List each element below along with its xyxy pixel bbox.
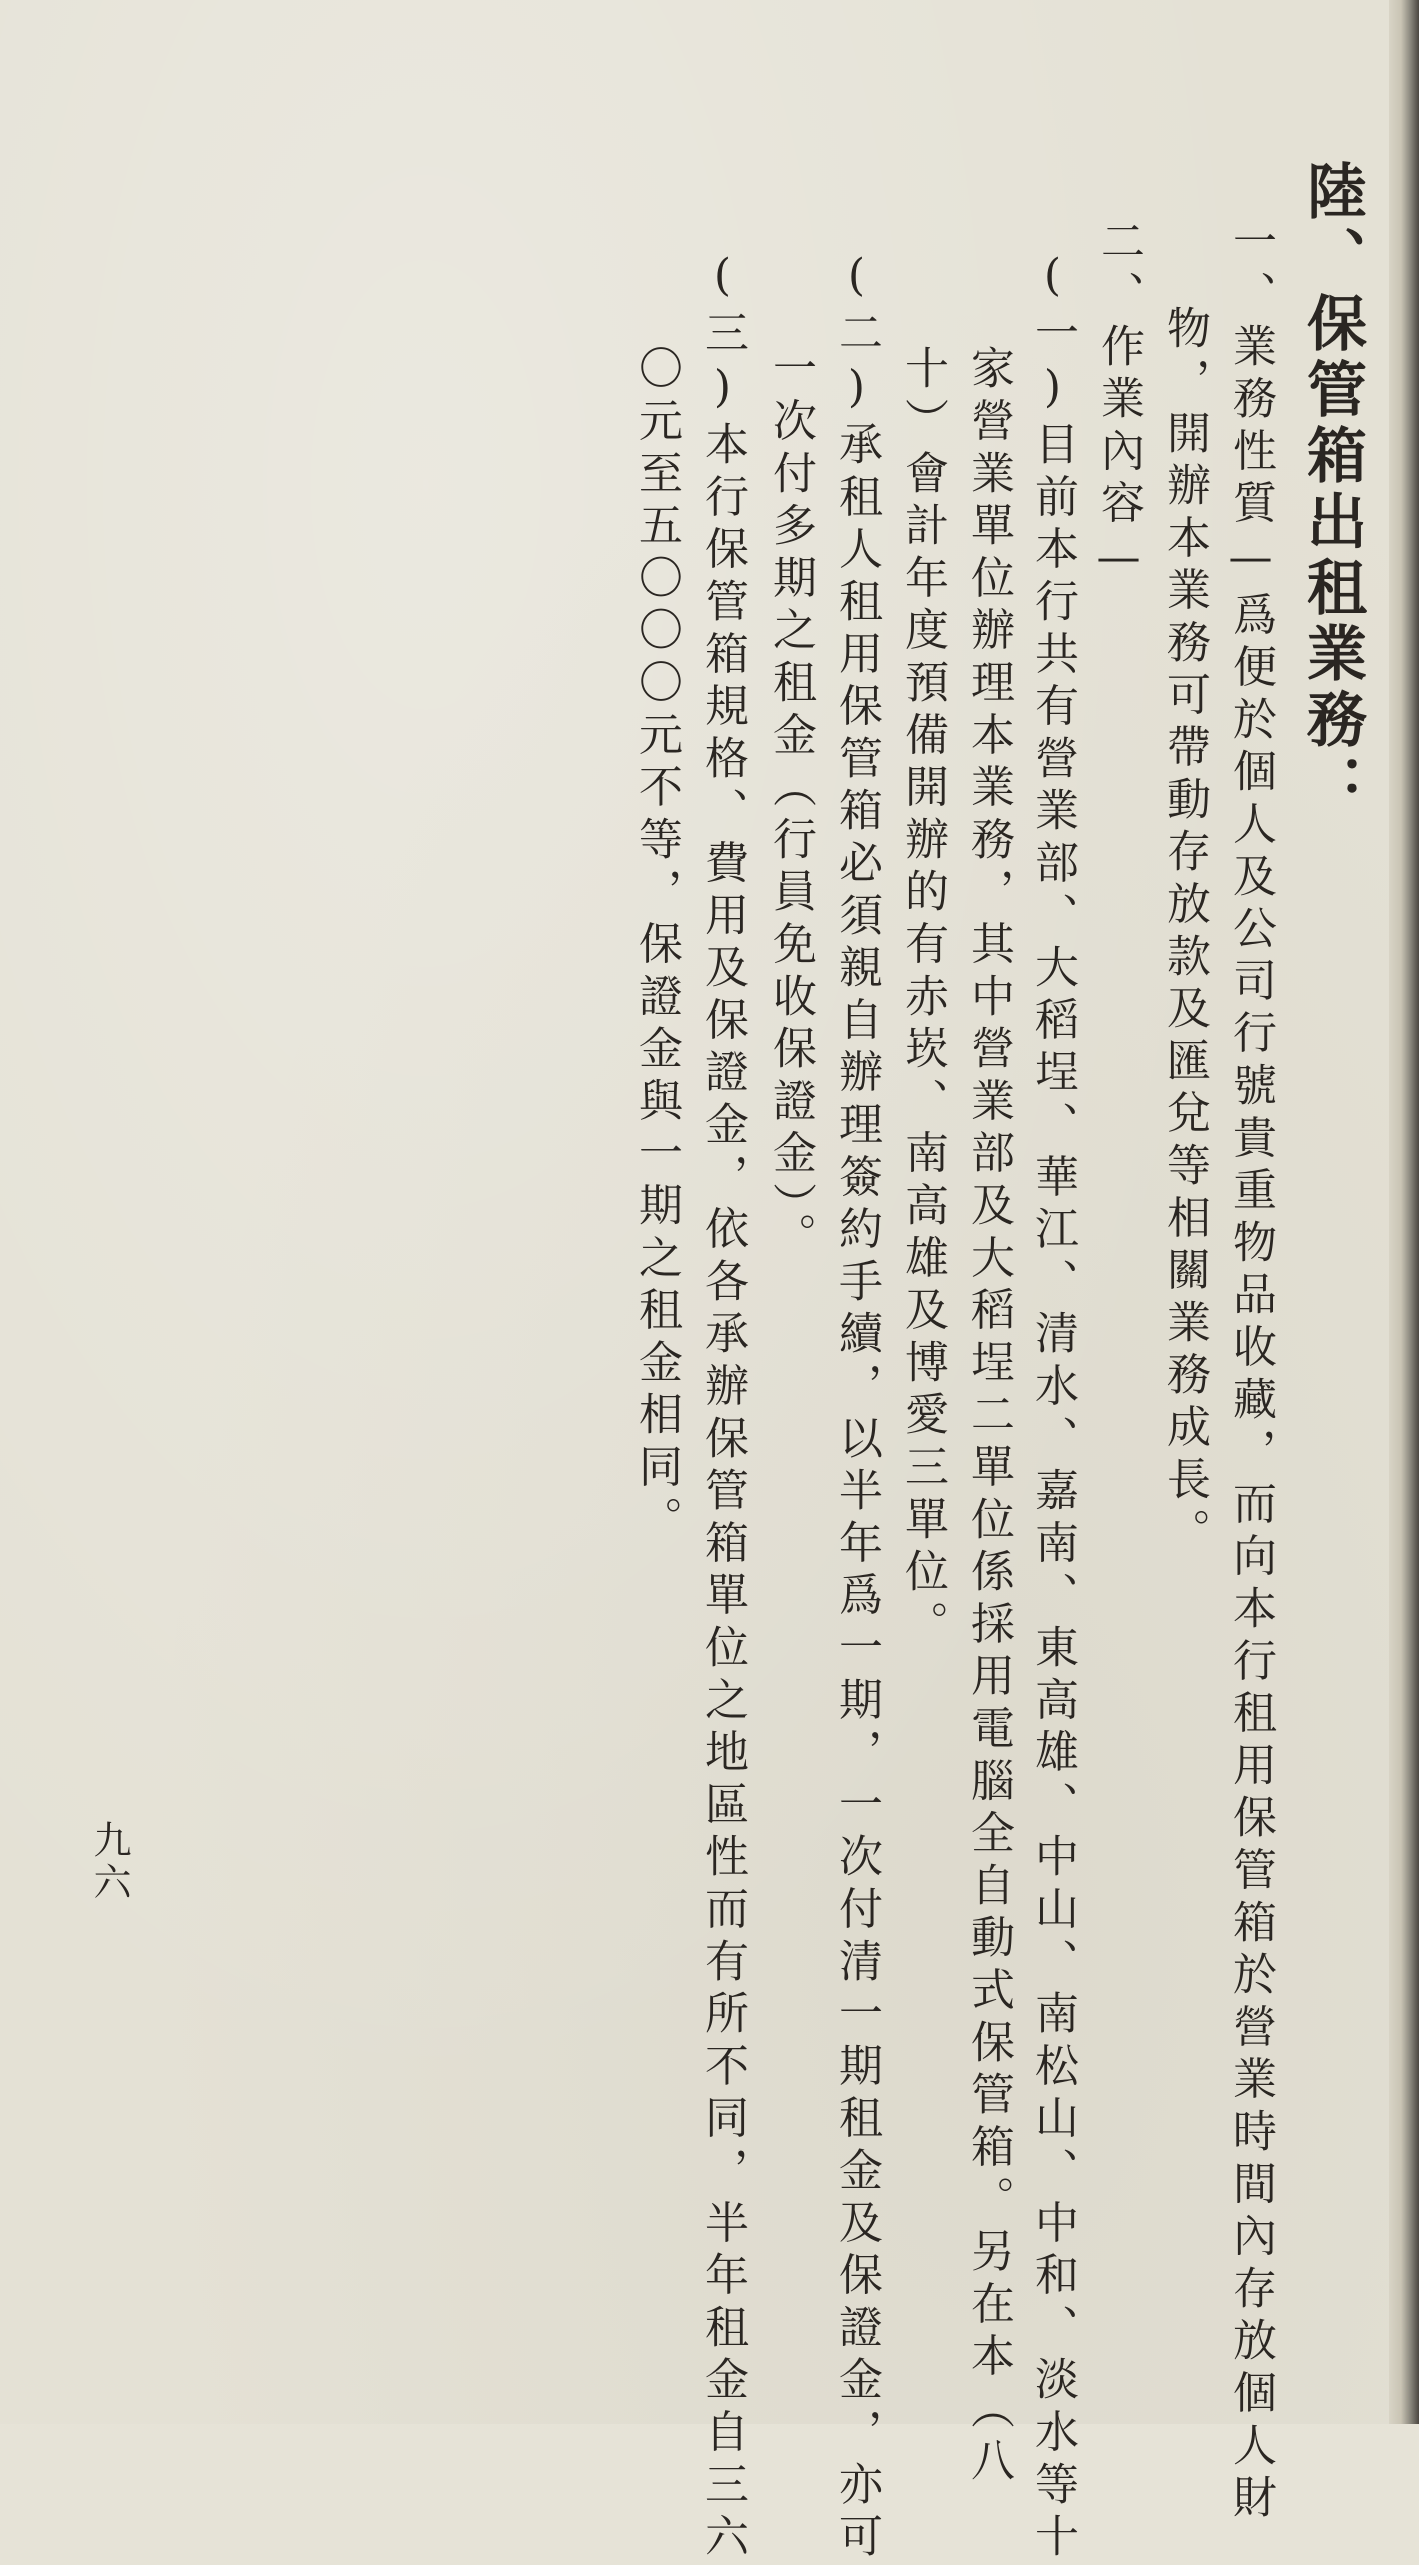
text-column-5: 家營業單位辦理本業務，其中營業部及大稻埕二單位係採用電腦全自動式保管箱。另在本（八: [963, 345, 1014, 2490]
text-column-9: (三)本行保管箱規格、費用及保證金，依各承辦保管箱單位之地區性而有所不同，半年租金自三六: [697, 250, 748, 2565]
text-column-4: (一)目前本行共有營業部、大稻埕、華江、清水、嘉南、東高雄、中山、南松山、中和、淡水等十: [1027, 250, 1078, 2565]
text-column-3: 二、作業內容—: [1093, 218, 1144, 592]
section-title: 陸、保管箱出租業務：: [1297, 160, 1367, 820]
text-column-8: 一次付多期之租金（行員免收保證金）。: [765, 345, 816, 1265]
text-column-1: 一、業務性質—爲便於個人及公司行號貴重物品收藏，而向本行租用保管箱於營業時間內存放個人財: [1225, 218, 1276, 2527]
page-edge-shadow: [1389, 0, 1419, 2424]
text-column-6: 十）會計年度預備開辦的有赤崁、南高雄及博愛三單位。: [897, 345, 948, 1653]
text-column-7: (二)承租人租用保管箱必須親自辦理簽約手續，以半年爲一期，一次付清一期租金及保證金，亦可: [831, 250, 882, 2565]
text-column-10: 〇元至五〇〇〇元不等，保證金與一期之租金相同。: [631, 345, 682, 1548]
page-number: 九六: [87, 1820, 131, 1904]
text-column-2: 物，開辦本業務可帶動存放款及匯兌等相關業務成長。: [1159, 305, 1210, 1561]
